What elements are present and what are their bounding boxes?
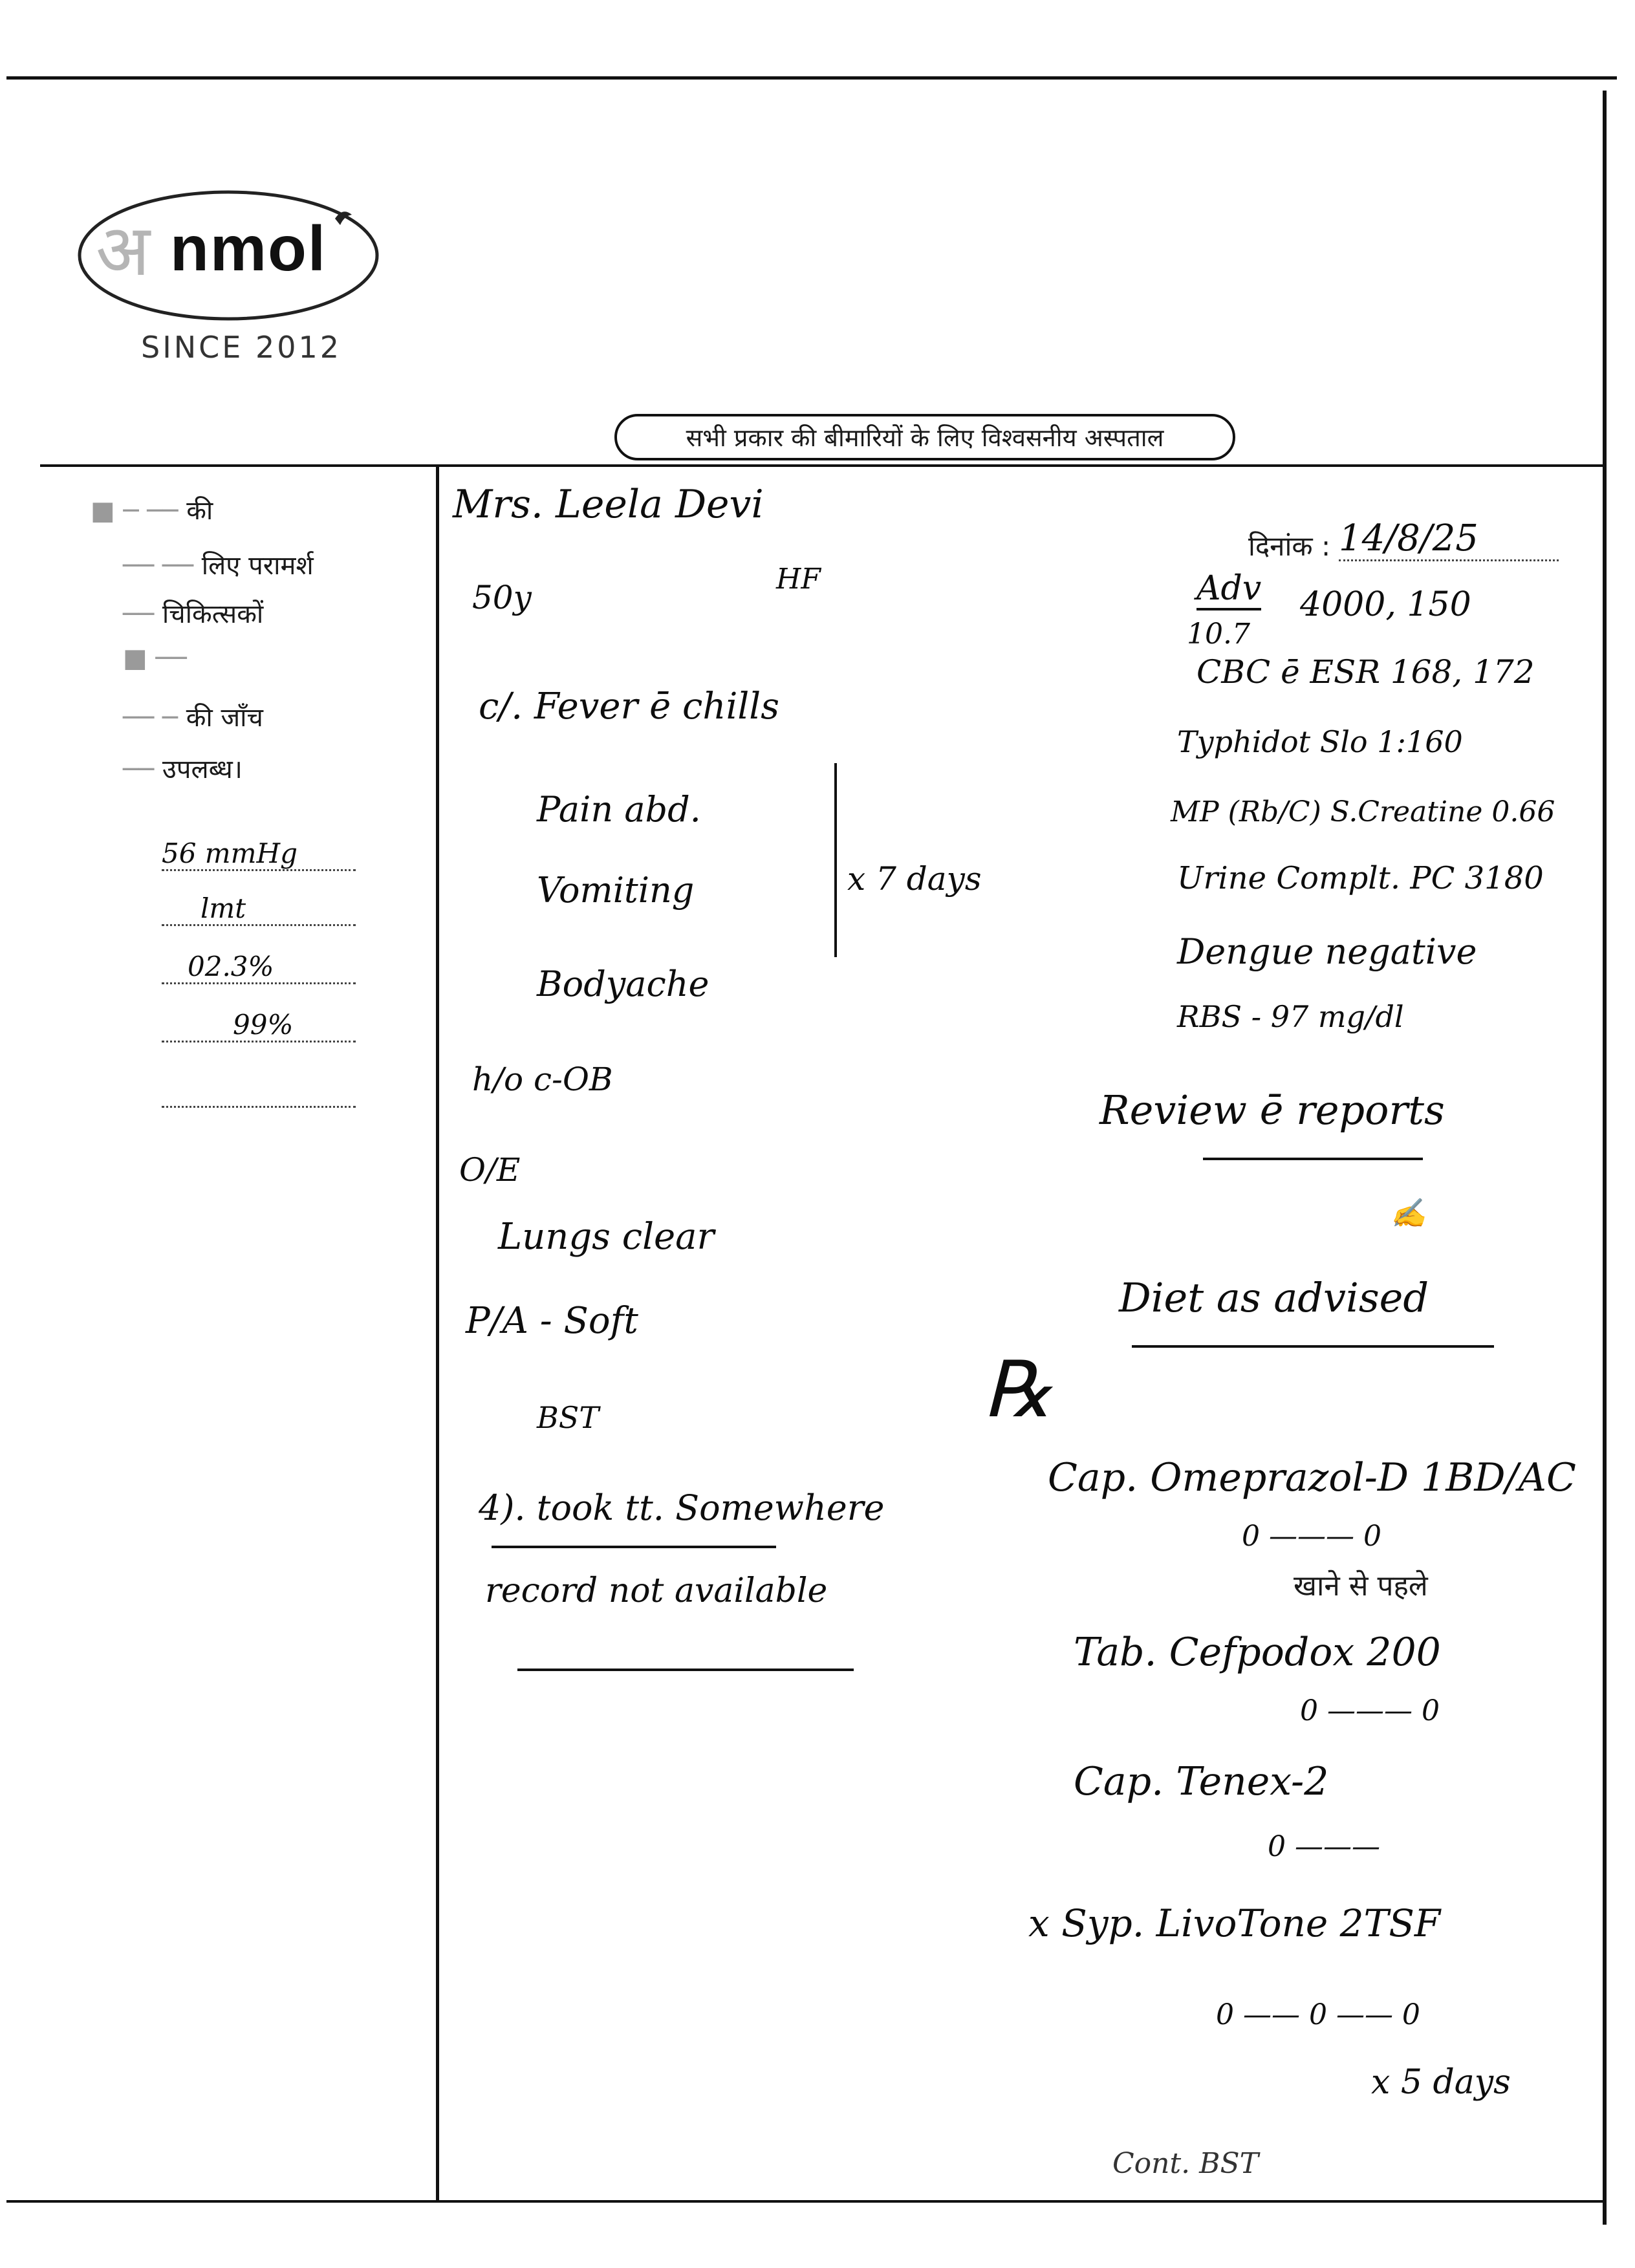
page-bottom-rule [6,2200,1604,2203]
sidebar-divider [436,467,439,2200]
patient-age: 50y [472,579,532,616]
med-name: Cap. Tenex-2 [1074,1759,1329,1804]
med-dose: 0 —— 0 —— 0 [1216,1998,1420,2031]
investigation-line: Urine Complt. PC 3180 [1177,860,1544,896]
vital-blank [162,1086,356,1108]
hb-value: 10.7 [1187,618,1250,651]
page-top-border [6,76,1617,80]
med-dose: 0 ——— 0 [1300,1694,1440,1727]
adv-label: Adv [1196,569,1261,610]
sidebar-item: ── ─ की जाँच [123,703,263,733]
review-note: Review ē reports [1099,1086,1445,1134]
treatment-history: 4). took tt. Somewhere [479,1487,885,1528]
investigation-line: CBC ē ESR 168, 172 [1196,653,1535,691]
date-value: 14/8/25 [1339,517,1559,561]
vital-spo2: 99% [162,1009,356,1042]
sidebar-item: ■ ─ ── की [91,496,213,526]
investigation-line: RBS - 97 mg/dl [1177,999,1404,1034]
bst-label: BST [537,1400,599,1435]
complaint-item: Vomiting [537,870,695,911]
sidebar-item: ── ── लिए परामर्श [123,551,314,581]
footer-scribble: Cont. BST [1112,2147,1259,2180]
adv-values: 4000, 150 [1300,585,1471,624]
vital-pulse: lmt [162,892,356,926]
tagline-badge [614,414,1235,460]
rx-duration: x 5 days [1371,2063,1511,2102]
treatment-history-note: record not available [485,1571,828,1610]
med-dose: 0 ——— [1268,1830,1380,1863]
vital-temp: 02.3% [162,951,356,984]
svg-text:अ: अ [96,209,151,292]
med-name: Cap. Omeprazol-D 1BD/AC [1048,1455,1576,1500]
med-dose: 0 ——— 0 [1242,1520,1381,1553]
complaints-duration: x 7 days [847,860,982,898]
pa-finding: P/A - Soft [466,1300,638,1342]
investigation-line: MP (Rb/C) S.Creatine 0.66 [1171,795,1555,828]
history-line: h/o c-OB [472,1061,613,1098]
med-name: x Syp. LivoTone 2TSF [1028,1901,1441,1945]
page-right-border [1603,91,1607,2225]
sidebar-item: ── चिकित्सकों [123,599,264,629]
review-underline [1203,1158,1423,1160]
since-text: SINCE 2012 [141,330,342,365]
lungs-finding: Lungs clear [498,1216,715,1258]
vital-bp: 56 mmHg [162,837,356,871]
header-rule [40,464,1605,467]
logo-text: nmol [170,213,327,284]
investigation-line: Dengue negative [1177,931,1477,972]
hospital-logo [76,188,380,323]
hf-mark: HF [776,563,821,596]
diet-underline [1132,1345,1494,1348]
treatment-history-line [517,1669,854,1671]
treatment-history-underline [492,1546,776,1548]
sidebar-item: ■ ── [123,643,187,673]
signature: ✍ [1391,1197,1426,1230]
complaints-bracket [834,763,837,957]
diet-note: Diet as advised [1119,1274,1429,1321]
date-label: दिनांक : [1248,530,1331,562]
med-name: Tab. Cefpodox 200 [1074,1630,1441,1675]
patient-name: Mrs. Leela Devi [453,482,764,527]
tagline-text: सभी प्रकार की बीमारियों के लिए विश्वसनीय अस्पताल [686,424,1164,452]
complaints-heading: c/. Fever ē chills [479,686,779,728]
rx-icon: ℞ [983,1345,1053,1435]
oe-heading: O/E [459,1151,521,1189]
investigation-line: Typhidot Slo 1:160 [1177,724,1463,759]
complaint-item: Pain abd. [537,789,701,830]
med-note: खाने से पहले [1294,1570,1428,1603]
sidebar-item: ── उपलब्ध। [123,755,243,784]
complaint-item: Bodyache [537,964,709,1004]
